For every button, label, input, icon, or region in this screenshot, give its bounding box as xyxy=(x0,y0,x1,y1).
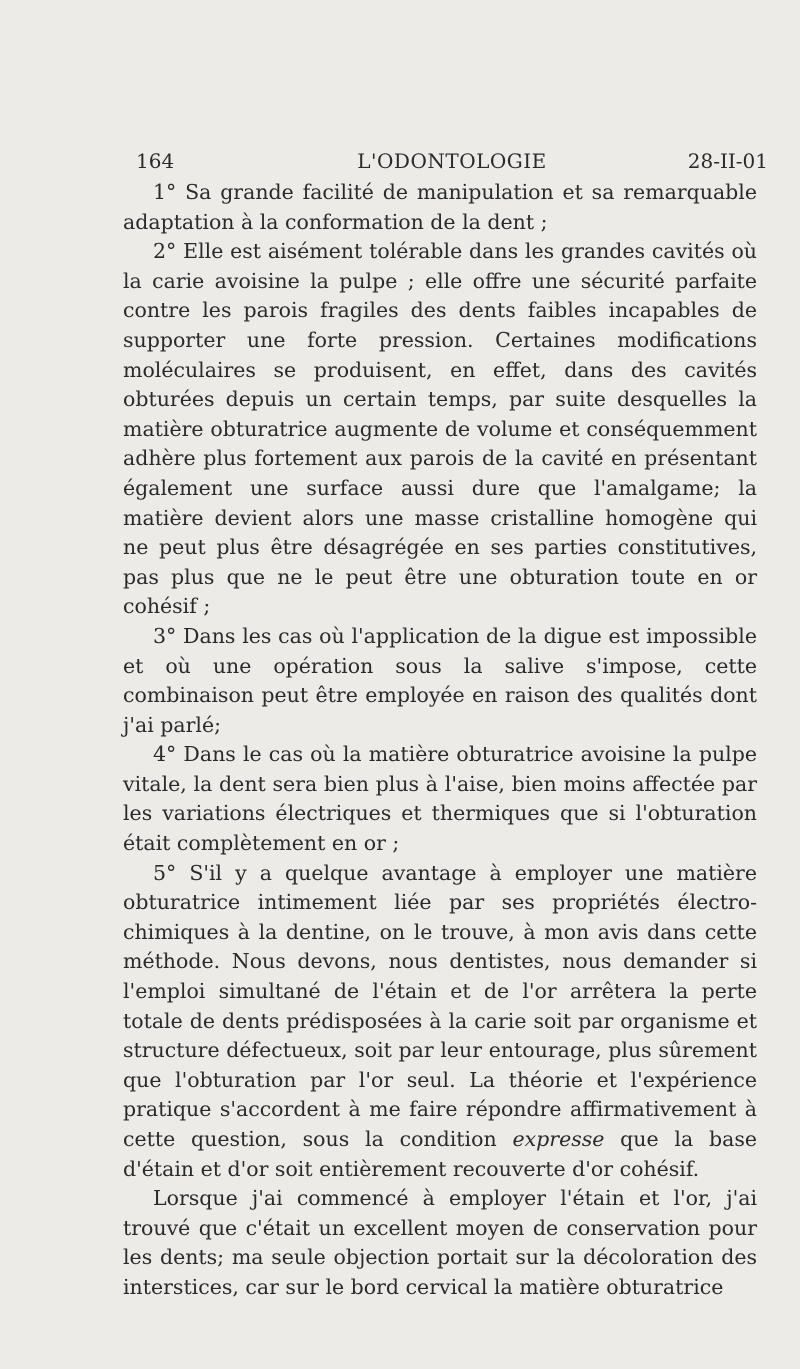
page-number: 164 xyxy=(136,149,175,173)
paragraph-6: Lorsque j'ai commencé à employer l'étain et l'or, j'ai trouvé que c'était un excellent moyen de conservation pour les dents; ma seule objection portait sur la décoloration des interstices, car sur le bord cervical la matière obturatrice xyxy=(123,1186,757,1299)
paragraph-3: 3° Dans les cas où l'application de la digue est impossible et où une opération sous la salive s'impose, cette combinaison peut être employée en raison des qualités dont j'ai parlé; xyxy=(123,623,757,737)
paragraph-4: 4° Dans le cas où la matière obturatrice avoisine la pulpe vitale, la dent sera bien plus à l'aise, bien moins affectée par les variations électriques et thermiques que si l'obturation était complètement en or ; xyxy=(123,742,757,856)
paragraph-5 xyxy=(123,859,757,1185)
running-title: L'ODONTOLOGIE xyxy=(357,149,547,173)
paragraph-5-end: que la base d'étain et d'or soit entièrement recouverte d'or cohésif. xyxy=(123,1127,757,1181)
paragraph-2: 2° Elle est aisément tolérable dans les grandes cavités où la carie avoisine la pulpe ; elle offre une sécurité parfaite contre les parois fragiles des dents faibles incapables de supporter une forte pression. Certaines modifications moléculaires se produisent, en effet, dans des cavités obturées depuis un certain temps, par suite desquelles la matière obturatrice augmente de volume et conséquemment adhère plus fortement aux parois de la cavité en présentant également une surface aussi dure que l'amalgame; la matière devient alors une masse cristalline homogène qui ne peut plus être désagrégée en ses parties constitutives, pas plus que ne le peut être une obturation toute en or cohésif ; xyxy=(123,239,757,619)
paragraph-1: 1° Sa grande facilité de manipulation et sa remarquable adaptation à la conformation de la dent ; xyxy=(123,180,757,234)
running-header xyxy=(136,146,768,176)
italic-emphasis: expresse xyxy=(512,1127,605,1151)
page-body xyxy=(123,178,757,1303)
paragraph-5-text: 5° S'il y a quelque avantage à employer une matière obturatrice intimement liée par ses propriétés électro-chimiques à la dentine, on le trouve, à mon avis dans cette méthode. Nous devons, nous dentistes, nous demander si l'emploi simultané de l'étain et de l'or arrêtera la perte totale de dents prédisposées à la carie soit par organisme et structure défectueux, soit par leur entourage, plus sûrement que l'obturation par l'or seul. La théorie et l'expérience pratique s'accordent à me faire répondre affirmativement à cette question, sous la condition xyxy=(123,860,757,1151)
issue-date: 28-II-01 xyxy=(687,149,768,173)
